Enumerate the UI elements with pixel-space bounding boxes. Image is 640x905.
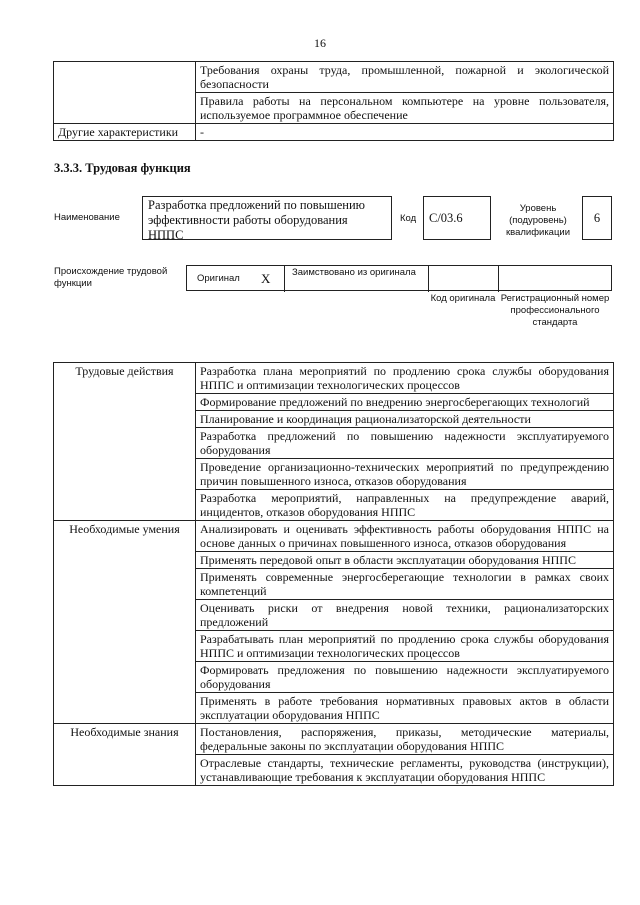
table-cell: Отраслевые стандарты, технические регламенты, руководства (инструкции), устанавливающие требования к эксплуатации оборудования НППС <box>196 755 614 786</box>
table-row <box>54 521 614 552</box>
table-cell: Применять современные энергосберегающие технологии в рамках своих компетенций <box>196 569 614 600</box>
table-cell: Планирование и координация рационализаторской деятельности <box>196 411 614 428</box>
group-label-knowledge: Необходимые знания <box>54 724 196 786</box>
function-code: С/03.6 <box>423 196 491 240</box>
original-mark: X <box>261 271 271 286</box>
table-cell: Требования охраны труда, промышленной, пожарной и экологической безопасности <box>196 62 614 93</box>
function-name: Разработка предложений по повышению эффективности работы оборудования НППС <box>142 196 392 240</box>
group-label-skills: Необходимые умения <box>54 521 196 724</box>
table-cell: - <box>196 124 614 141</box>
code-label: Код <box>400 213 417 224</box>
table-cell: Анализировать и оценивать эффективность работы оборудования НППС на основе данных о причинах повышенного износа, отказов оборудования <box>196 521 614 552</box>
table-row <box>54 62 614 93</box>
table-row <box>54 363 614 394</box>
section-title: 3.3.3. Трудовая функция <box>54 161 191 175</box>
table-cell: Разработка плана мероприятий по продлению срока службы оборудования НППС и оптимизации технологических процессов <box>196 363 614 394</box>
table-cell: Разработка мероприятий, направленных на предупреждение аварий, инцидентов, отказов оборудования НППС <box>196 490 614 521</box>
origin-row <box>186 265 612 291</box>
name-label: Наименование <box>54 212 120 223</box>
table-cell: Формирование предложений по внедрению энергосберегающих технологий <box>196 394 614 411</box>
labor-function-table <box>53 362 614 786</box>
reg-number-caption: Регистрационный номер профессионального стандарта <box>500 293 610 328</box>
table-cell: Применять в работе требования нормативных правовых актов в области эксплуатации оборудования НППС <box>196 693 614 724</box>
table-cell: Правила работы на персональном компьютере на уровне пользователя, используемое программное обеспечение <box>196 93 614 124</box>
original-label: Оригинал <box>197 273 240 284</box>
table-cell: Постановления, распоряжения, приказы, методические материалы, федеральные законы по эксплуатации оборудования НППС <box>196 724 614 755</box>
table-cell: Применять передовой опыт в области эксплуатации оборудования НППС <box>196 552 614 569</box>
origin-reg-cell <box>499 266 611 292</box>
table-cell: Разрабатывать план мероприятий по продлению срока службы оборудования НППС и оптимизации технологических процессов <box>196 631 614 662</box>
code-original-caption: Код оригинала <box>430 293 496 304</box>
group-label-labor-actions: Трудовые действия <box>54 363 196 521</box>
page-number: 16 <box>314 36 326 50</box>
table-row <box>54 124 614 141</box>
other-characteristics-table <box>53 61 614 141</box>
qualification-level: 6 <box>582 196 612 240</box>
borrowed-label: Заимствовано из оригинала <box>292 267 416 278</box>
table-row-label <box>54 62 196 124</box>
origin-code-cell <box>429 266 499 292</box>
table-cell: Формировать предложения по повышению надежности эксплуатируемого оборудования <box>196 662 614 693</box>
table-cell: Проведение организационно-технических мероприятий по предупреждению причин повышенного износа, отказов оборудования <box>196 459 614 490</box>
level-label: Уровень (подуровень) квалификации <box>505 203 571 238</box>
origin-label: Происхождение трудовой функции <box>54 266 168 289</box>
table-row <box>54 724 614 755</box>
table-row-label: Другие характеристики <box>54 124 196 141</box>
origin-original-cell <box>187 266 285 292</box>
table-cell: Разработка предложений по повышению надежности эксплуатируемого оборудования <box>196 428 614 459</box>
table-cell: Оценивать риски от внедрения новой техники, рационализаторских предложений <box>196 600 614 631</box>
origin-borrowed-cell <box>285 266 429 292</box>
